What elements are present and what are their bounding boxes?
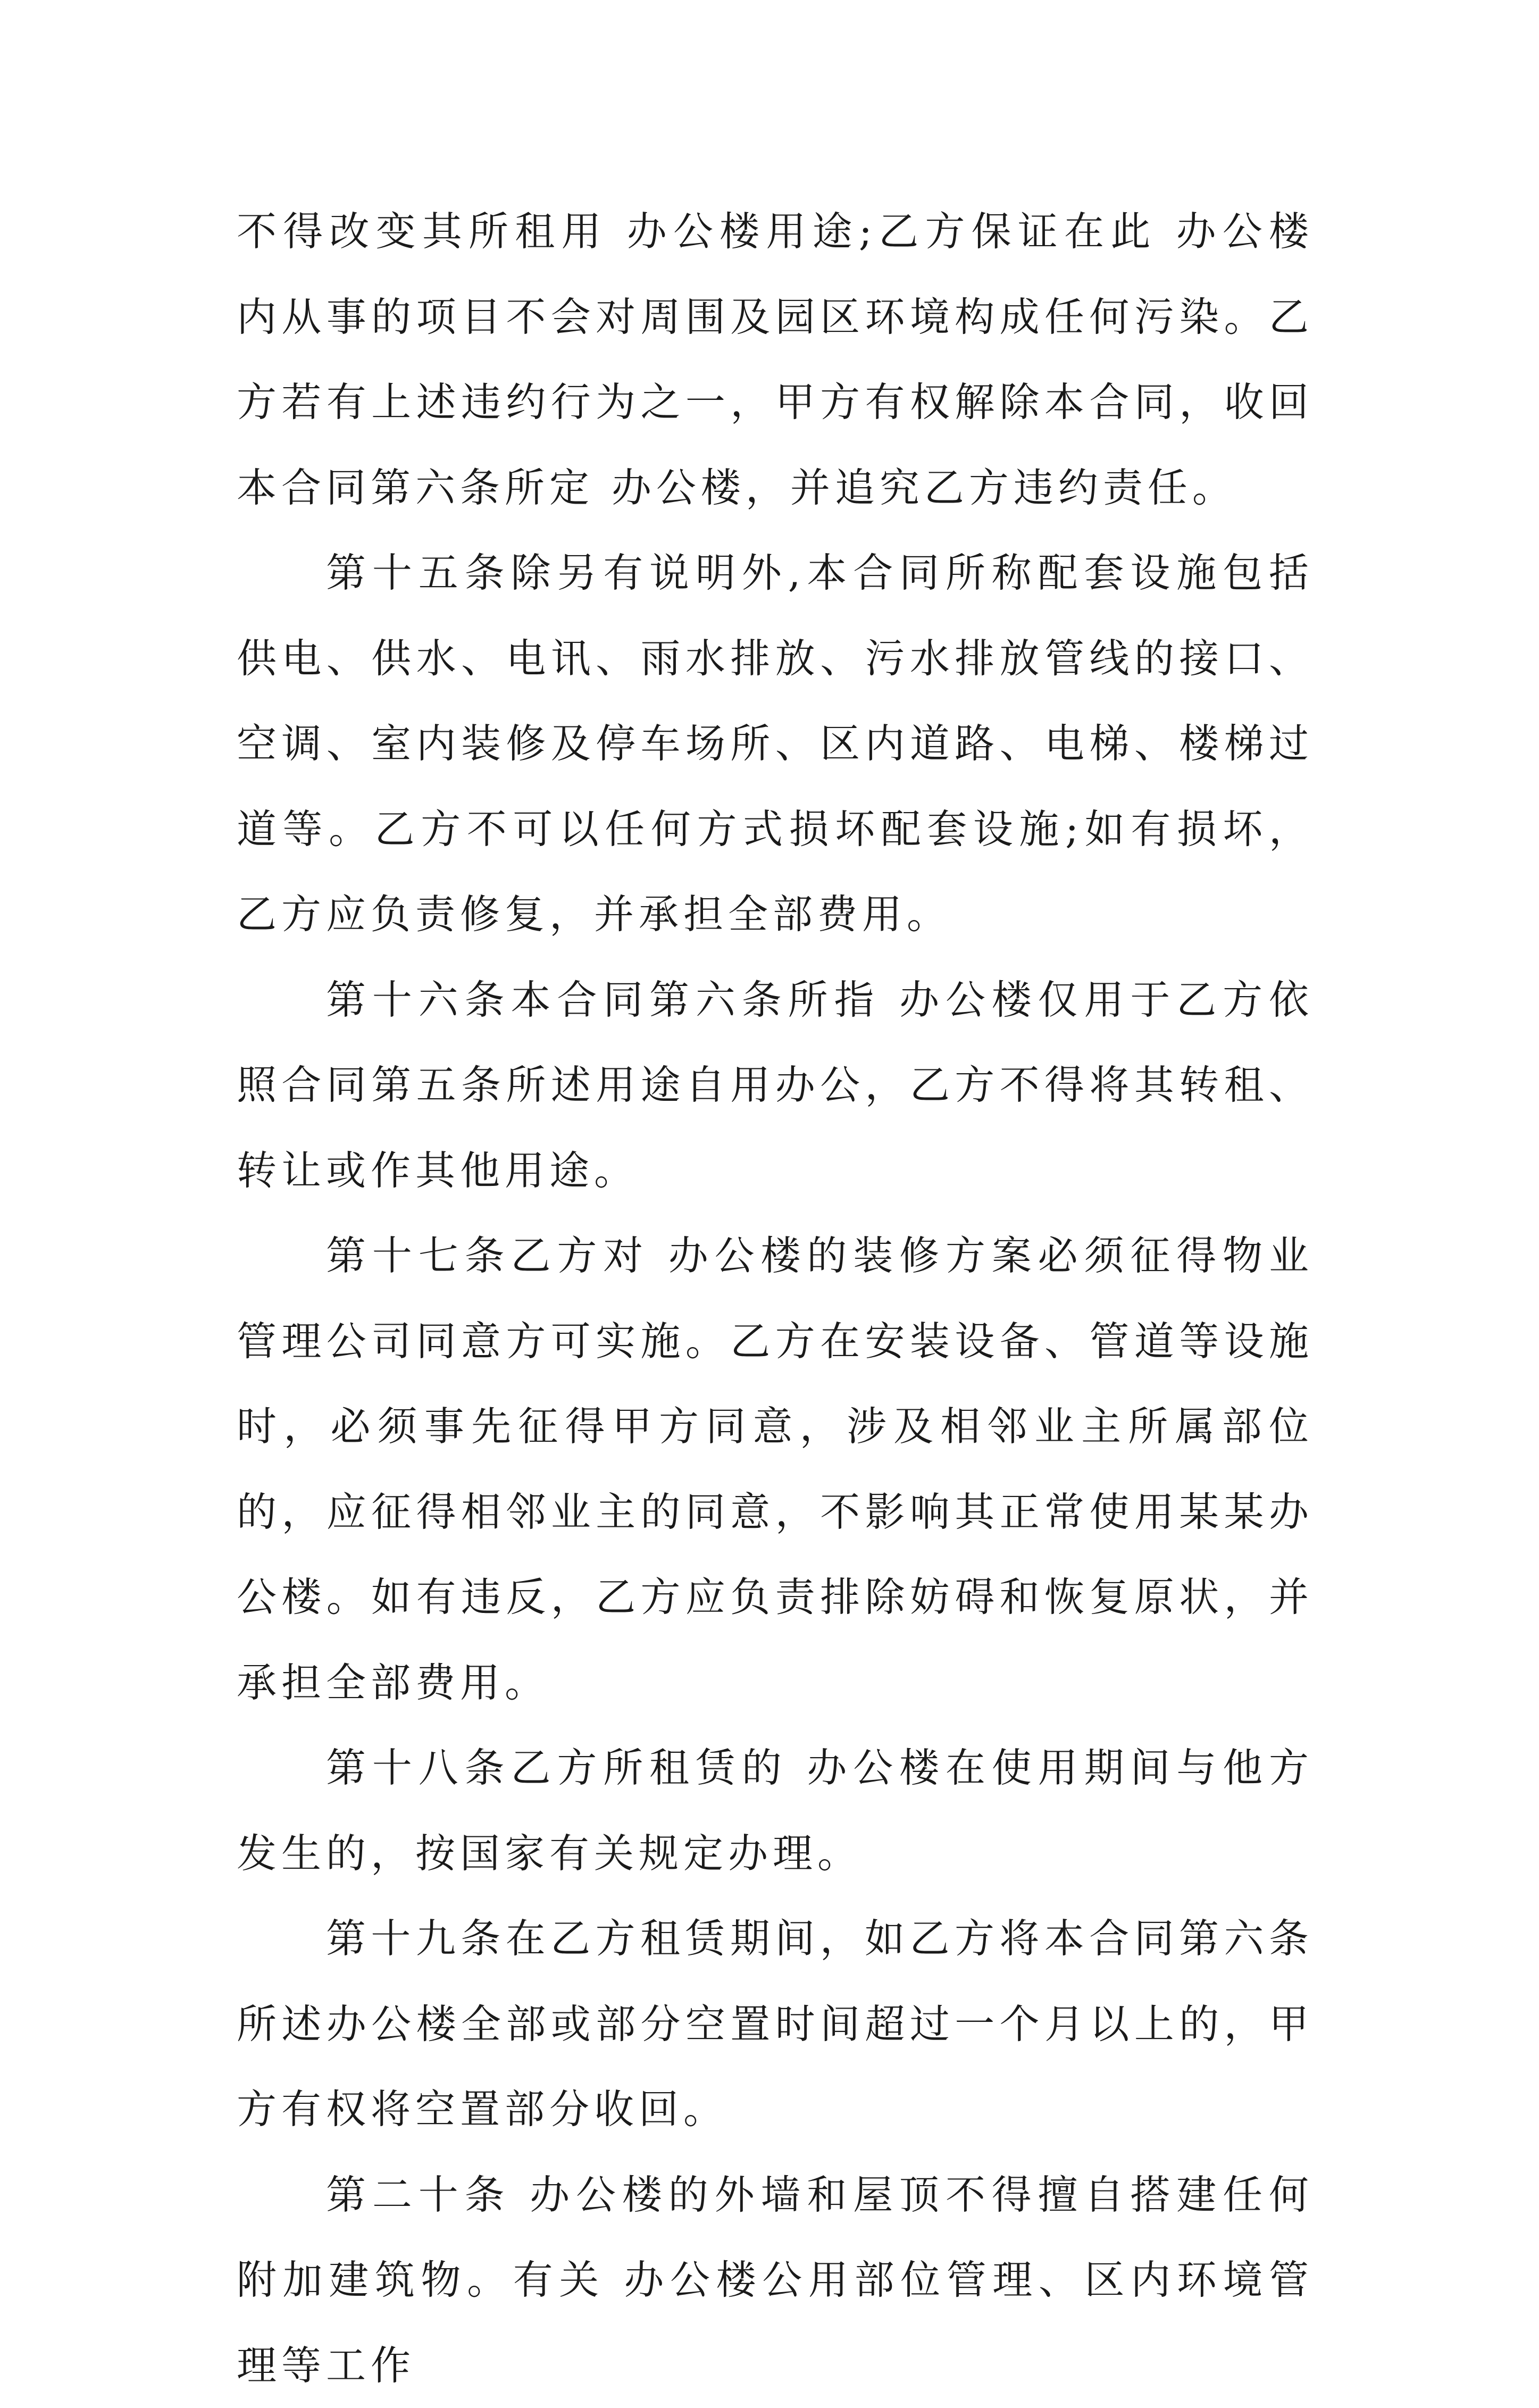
article-18-paragraph: 第十八条乙方所租赁的 办公楼在使用期间与他方发生的，按国家有关规定办理。 [237,1725,1314,1896]
paragraph-continued: 不得改变其所租用 办公楼用途;乙方保证在此 办公楼内从事的项目不会对周围及园区环境构成任何污染。乙方若有上述违约行为之一，甲方有权解除本合同，收回本合同第六条所定 办公楼，并追究乙方违约责任。 [237,189,1314,530]
article-19-paragraph: 第十九条在乙方租赁期间，如乙方将本合同第六条所述办公楼全部或部分空置时间超过一个月以上的，甲方有权将空置部分收回。 [237,1896,1314,2152]
article-17-paragraph: 第十七条乙方对 办公楼的装修方案必须征得物业管理公司同意方可实施。乙方在安装设备、管道等设施时，必须事先征得甲方同意，涉及相邻业主所属部位的，应征得相邻业主的同意，不影响其正常使用某某办公楼。如有违反，乙方应负责排除妨碍和恢复原状，并承担全部费用。 [237,1213,1314,1725]
article-20-paragraph: 第二十条 办公楼的外墙和屋顶不得擅自搭建任何附加建筑物。有关 办公楼公用部位管理、区内环境管理等工作 [237,2152,1314,2408]
article-15-paragraph: 第十五条除另有说明外,本合同所称配套设施包括供电、供水、电讯、雨水排放、污水排放管线的接口、空调、室内装修及停车场所、区内道路、电梯、楼梯过道等。乙方不可以任何方式损坏配套设施;如有损坏，乙方应负责修复，并承担全部费用。 [237,530,1314,957]
contract-body [237,189,1314,2408]
article-16-paragraph: 第十六条本合同第六条所指 办公楼仅用于乙方依照合同第五条所述用途自用办公，乙方不得将其转租、转让或作其他用途。 [237,957,1314,1214]
